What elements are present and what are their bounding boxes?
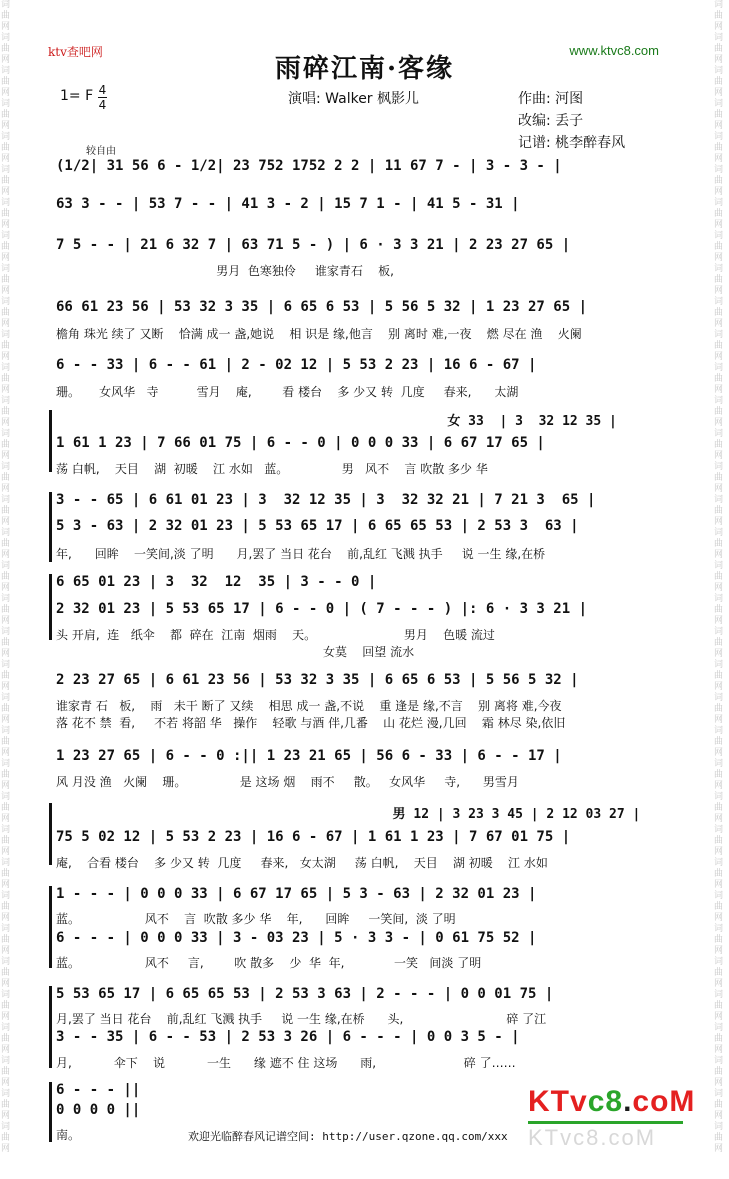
staff-bracket-13	[49, 986, 53, 1068]
lyric-line-7: 年, 回眸 一笑间,淡 了明 月,罢了 当日 花台 前,乱红 飞溅 执手 说 一生 缘,在桥	[56, 547, 546, 561]
logo-reflection: KTvc8.coM	[528, 1125, 657, 1150]
staff-bracket-14	[49, 1082, 53, 1142]
lyric-line-14: 南。	[56, 1128, 81, 1142]
score-line-11: 75 5 02 12 | 5 53 2 23 | 16 6 - 67 | 1 61 1 23 | 7 67 01 75 |	[56, 829, 571, 845]
lyric-line-9: 谁家青 石 板, 雨 未干 断了 又续 相思 成一 盏,不说 重 逢是 缘,不言 别 离将 难,今夜	[56, 699, 562, 713]
lyric-line-9b: 落 花不 禁 看, 不若 将韶 华 操作 轻歌 与酒 伴,几番 山 花烂 漫,几回 霜 林尽 染,依旧	[56, 716, 566, 730]
score-line-13: 3 - - 35 | 6 - - 53 | 2 53 3 26 | 6 - - - | 0 0 3 5 - |	[56, 1029, 520, 1045]
watermark-right: 词曲网 词曲网 词曲网 词曲网 词曲网 词曲网 词曲网 词曲网 词曲网 词曲网 词曲网 词曲网 词曲网 词曲网 词曲网 词曲网 词曲网 词曲网 词曲网 词曲网 词曲网 词曲网 词曲网 词曲网 词曲网 词曲网 词曲网 词曲网 词曲网 词曲网 词曲网 词曲网 词曲网 词曲网 词曲网	[714, 0, 724, 1154]
lyric-line-6: 荡 白帆, 天目 湖 初暖 江 水如 蓝。 男 风不 言 吹散 多少 华	[56, 462, 488, 476]
site-name-left: ktv查吧网	[48, 45, 103, 59]
time-sig-bottom: 4	[98, 98, 107, 112]
lyric-line-13-upper: 月,罢了 当日 花台 前,乱红 飞溅 执手 说 一生 缘,在桥 头, 碎 了江	[56, 1012, 547, 1026]
ktvc8-logo	[528, 1085, 696, 1150]
time-sig-top: 4	[98, 83, 107, 97]
score-line-11-upper: 男 12 | 3 23 3 45 | 2 12 03 27 |	[56, 807, 641, 822]
staff-bracket-7	[49, 492, 53, 562]
logo-underline	[528, 1121, 683, 1124]
score-line-8-upper: 6 65 01 23 | 3 32 12 35 | 3 - - 0 |	[56, 574, 377, 590]
site-url-right: www.ktvc8.com	[569, 43, 659, 58]
score-line-14-upper: 6 - - - ||	[56, 1082, 141, 1098]
key-signature: 1= F	[60, 88, 94, 104]
score-line-12-upper: 1 - - - | 0 0 0 33 | 6 67 17 65 | 5 3 - 63 | 2 32 01 23 |	[56, 886, 537, 902]
score-line-14: 0 0 0 0 ||	[56, 1102, 141, 1118]
lyric-line-12-upper: 蓝。 风不 言 吹散 多少 华 年, 回眸 一笑间, 淡 了明	[56, 912, 456, 926]
lyric-line-3: 男月 色寒独伶 谁家青石 板,	[56, 264, 394, 278]
lyric-line-8b: 女莫 回望 流水	[56, 645, 415, 659]
score-line-6-upper: 女 33 | 3 32 12 35 |	[56, 414, 617, 429]
score-line-5: 6 - - 33 | 6 - - 61 | 2 - 02 12 | 5 53 2 23 | 16 6 - 67 |	[56, 357, 537, 373]
song-title: 雨碎江南·客缘	[274, 54, 455, 84]
staff-bracket-12	[49, 886, 53, 968]
lyric-line-12: 蓝。 风不 言, 吹 散多 少 华 年, 一笑 间淡 了明	[56, 956, 482, 970]
score-line-7: 5 3 - 63 | 2 32 01 23 | 5 53 65 17 | 6 65 65 53 | 2 53 3 63 |	[56, 518, 579, 534]
score-line-7-upper: 3 - - 65 | 6 61 01 23 | 3 32 12 35 | 3 32 32 21 | 7 21 3 65 |	[56, 492, 596, 508]
score-line-2: 63 3 - - | 53 7 - - | 41 3 - 2 | 15 7 1 - | 41 5 - 31 |	[56, 196, 520, 212]
score-line-6: 1 61 1 23 | 7 66 01 75 | 6 - - 0 | 0 0 0 33 | 6 67 17 65 |	[56, 435, 545, 451]
logo-wordmark: KTvc8.coM	[528, 1085, 696, 1118]
lyric-line-5: 珊。 女风华 寺 雪月 庵, 看 楼台 多 少又 转 几度 春来, 太湖	[56, 385, 519, 399]
score-line-12: 6 - - - | 0 0 0 33 | 3 - 03 23 | 5 · 3 3 - | 0 61 75 52 |	[56, 930, 537, 946]
footer-credit: 欢迎光临醉春风记谱空间: http://user.qzone.qq.com/xxx	[188, 1130, 508, 1143]
tempo-mark: 较自由	[86, 146, 116, 157]
arranger-credit: 改编: 丢子	[518, 113, 584, 129]
lyric-line-4: 檐角 珠光 续了 又断 恰满 成一 盏,她说 相 识是 缘,他言 别 离时 难,一夜 燃 尽在 渔 火阑	[56, 327, 582, 341]
staff-bracket-6	[49, 410, 53, 472]
time-signature	[98, 84, 107, 111]
score-line-9: 2 23 27 65 | 6 61 23 56 | 53 32 3 35 | 6 65 6 53 | 5 56 5 32 |	[56, 672, 579, 688]
lyric-line-13: 月, 伞下 说 一生 缘 遮不 住 这场 雨, 碎 了……	[56, 1056, 516, 1070]
staff-bracket-8	[49, 574, 53, 640]
watermark-left: 词曲网 词曲网 词曲网 词曲网 词曲网 词曲网 词曲网 词曲网 词曲网 词曲网 词曲网 词曲网 词曲网 词曲网 词曲网 词曲网 词曲网 词曲网 词曲网 词曲网 词曲网 词曲网 词曲网 词曲网 词曲网 词曲网 词曲网 词曲网 词曲网 词曲网 词曲网 词曲网 词曲网 词曲网 词曲网	[1, 0, 11, 1154]
score-line-8: 2 32 01 23 | 5 53 65 17 | 6 - - 0 | ( 7 - - - ) |: 6 · 3 3 21 |	[56, 601, 588, 617]
score-line-13-upper: 5 53 65 17 | 6 65 65 53 | 2 53 3 63 | 2 - - - | 0 0 01 75 |	[56, 986, 554, 1002]
lyric-line-10: 风 月没 渔 火阑 珊。 是 这场 烟 雨不 散。 女风华 寺, 男雪月	[56, 775, 519, 789]
composer-credit: 作曲: 河图	[518, 91, 584, 107]
transcriber-credit: 记谱: 桃李醉春风	[518, 135, 626, 151]
staff-bracket-11	[49, 803, 53, 865]
singer-credit: 演唱: Walker 枫影儿	[288, 91, 420, 107]
score-line-3: 7 5 - - | 21 6 32 7 | 63 71 5 - ) | 6 · 3 3 21 | 2 23 27 65 |	[56, 237, 571, 253]
score-line-1: (1/2| 31 56 6 - 1/2| 23 752 1752 2 2 | 11 67 7 - | 3 - 3 - |	[56, 158, 562, 174]
score-line-10: 1 23 27 65 | 6 - - 0 :|| 1 23 21 65 | 56 6 - 33 | 6 - - 17 |	[56, 748, 562, 764]
lyric-line-8: 头 开肩, 连 纸伞 都 碎在 江南 烟雨 天。 男月 色暖 流过	[56, 628, 495, 642]
lyric-line-11: 庵, 合看 楼台 多 少又 转 几度 春来, 女太湖 荡 白帆, 天目 湖 初暖 江 水如	[56, 856, 548, 870]
score-line-4: 66 61 23 56 | 53 32 3 35 | 6 65 6 53 | 5 56 5 32 | 1 23 27 65 |	[56, 299, 588, 315]
